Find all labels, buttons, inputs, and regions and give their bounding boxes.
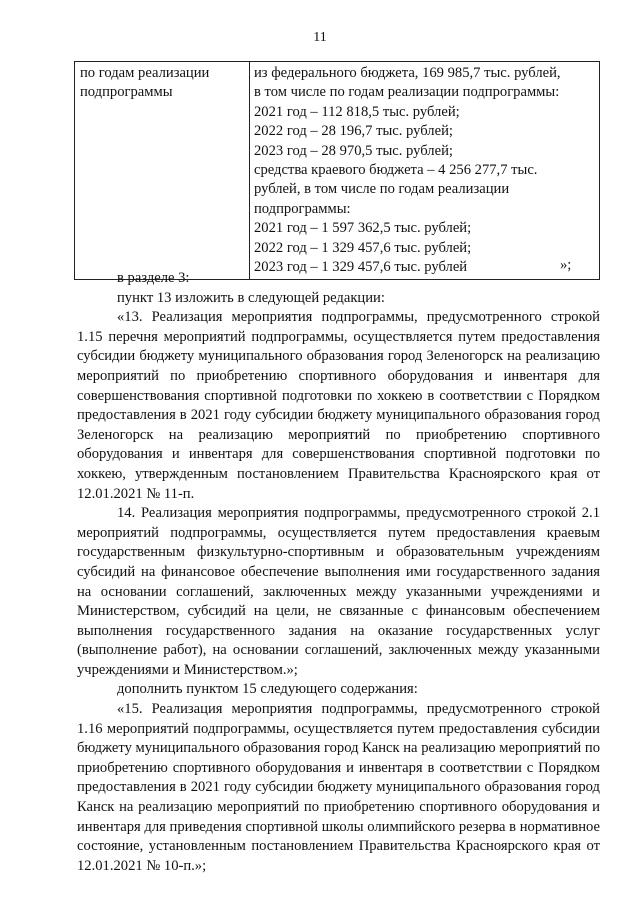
- table-closing-quote: »;: [560, 257, 572, 273]
- paragraph-item-13-intro: пункт 13 изложить в следующей редакции:: [117, 289, 385, 306]
- paragraph-section-3: в разделе 3:: [117, 270, 190, 286]
- table-line: подпрограммы:: [254, 200, 351, 217]
- table-right-cell: [250, 62, 600, 280]
- paragraph-item-14: 14. Реализация мероприятия подпрограммы, предусмотренного строкой 2.1 мероприятий подпрограммы, осуществляется путем предоставления краевым государственным физкультурно-спортивным и образовательным учреждениям субсидий на финансовое обеспечение выполнения ими государственного задания на основании соглашений, заключенных между указанными учреждениями и Министерством, субсидий на цели, не связанные с финансовым обеспечением выполнения государственного задания на оказание государственных услуг (выполнение работ), на основании соглашений, заключенных между указанными учреждениями и Министерством.»;: [77, 505, 600, 678]
- table-row: [75, 62, 600, 280]
- paragraph-item-13: «13. Реализация мероприятия подпрограммы, предусмотренного строкой 1.15 перечня мероприятий подпрограммы, осуществляется путем предоставления субсидии бюджету муниципального образования город Зеленогорск на реализацию мероприятий по приобретению спортивного оборудования и инвентаря для совершенствования спортивной подготовки по хоккею в соответствии с Порядком предоставления в 2021 году субсидии бюджету муниципального образования город Зеленогорск на реализацию мероприятий по приобретению спортивного оборудования и инвентаря для совершенствования спортивной подготовки по хоккею, утвержденным постановлением Правительства Красноярского края от 12.01.2021 № 11-п.: [77, 309, 600, 502]
- document-body: [77, 269, 600, 876]
- table-line: 2023 год – 1 329 457,6 тыс. рублей: [254, 259, 468, 276]
- table-line: 2022 год – 28 196,7 тыс. рублей;: [254, 123, 453, 140]
- table-line: 2021 год – 112 818,5 тыс. рублей;: [254, 103, 460, 120]
- table-line: из федерального бюджета, 169 985,7 тыс. рублей,: [254, 65, 561, 81]
- table-left-cell: по годам реализации подпрограммы: [75, 62, 250, 280]
- table-line: 2021 год – 1 597 362,5 тыс. рублей;: [254, 220, 472, 237]
- paragraph-item-15: «15. Реализация мероприятия подпрограммы, предусмотренного строкой 1.16 мероприятий подпрограммы, осуществляется путем предоставления субсидии бюджету муниципального образования город Канск на реализацию мероприятий по приобретению спортивного оборудования и инвентаря в соответствии с Порядком предоставления в 2021 году субсидии бюджету муниципального образования город Канск на реализацию мероприятий по приобретению спортивного оборудования и инвентаря для приведения спортивной школы олимпийского резерва в нормативное состояние, установленным постановлением Правительства Красноярского края от 12.01.2021 № 10-п.»;: [77, 701, 600, 874]
- table-line: средства краевого бюджета – 4 256 277,7 тыс.: [254, 162, 538, 179]
- table-line: 2023 год – 28 970,5 тыс. рублей;: [254, 142, 453, 159]
- page-number: 11: [313, 30, 327, 45]
- table-line: 2022 год – 1 329 457,6 тыс. рублей;: [254, 239, 472, 256]
- table-line: в том числе по годам реализации подпрограммы:: [254, 84, 560, 101]
- paragraph-item-15-intro: дополнить пунктом 15 следующего содержания:: [117, 681, 418, 698]
- funding-table: [74, 61, 600, 280]
- table-line: рублей, в том числе по годам реализации: [254, 181, 510, 198]
